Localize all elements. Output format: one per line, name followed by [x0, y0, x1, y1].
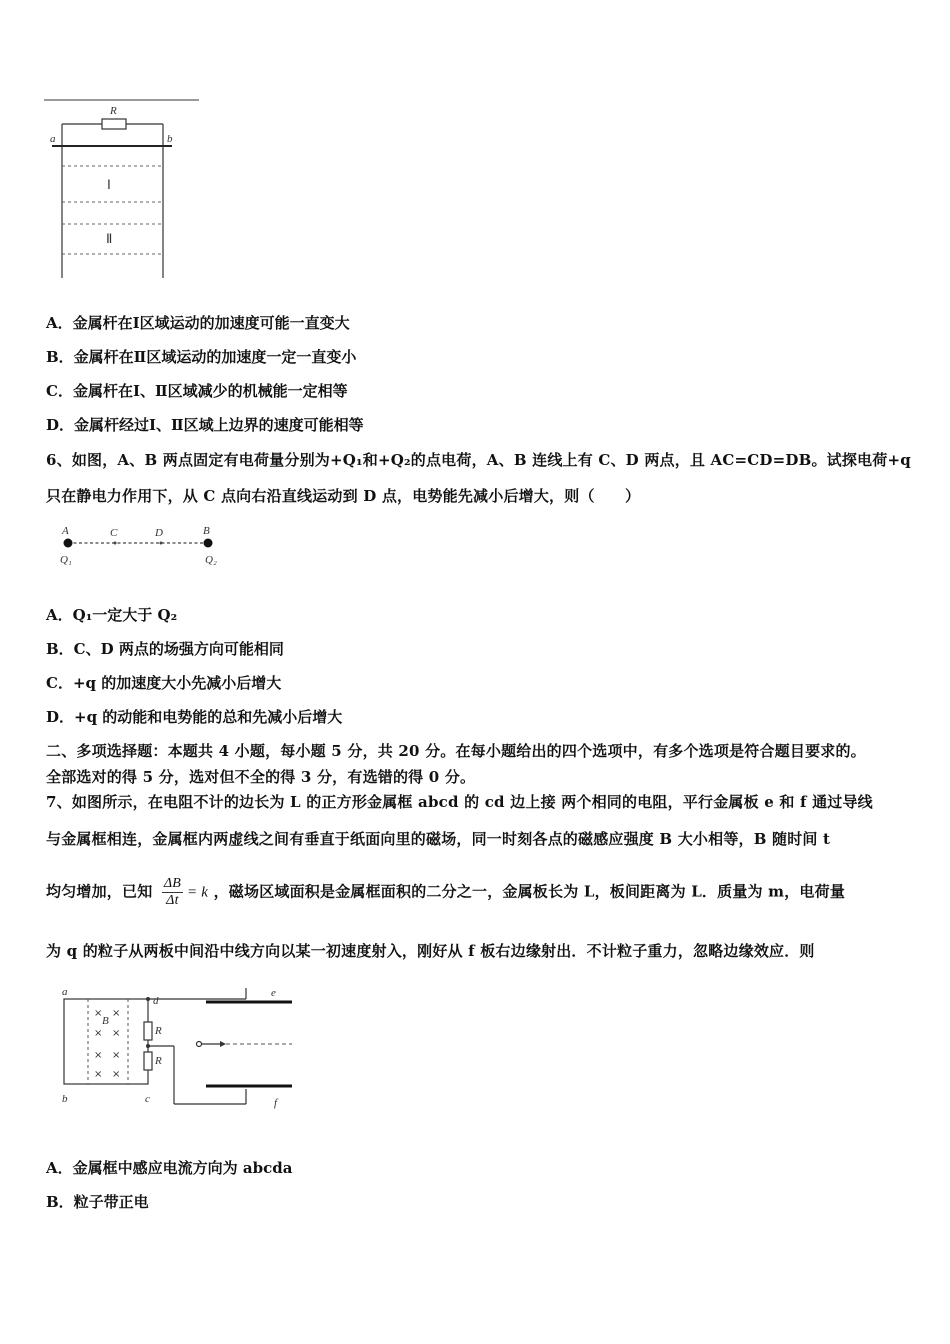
label-Q2: Q₂ — [205, 554, 217, 566]
svg-text:×: × — [112, 1028, 121, 1039]
plate-label-f: f — [274, 1097, 278, 1109]
label-B: B — [203, 525, 210, 537]
svg-text:×: × — [94, 1069, 103, 1080]
particle — [197, 1042, 202, 1047]
q5-option-d: D．金属杆经过Ⅰ、Ⅱ区域上边界的速度可能相等 — [46, 416, 364, 434]
svg-text:×: × — [112, 1050, 121, 1061]
label-A: A — [62, 525, 69, 537]
resistor-upper — [144, 1022, 152, 1040]
svg-text:×: × — [94, 1008, 103, 1019]
point-D — [160, 542, 163, 545]
frame-label-b: b — [62, 1093, 68, 1105]
bar-right-label: b — [167, 133, 173, 145]
q7-option-a: A．金属框中感应电流方向为 abcda — [46, 1159, 293, 1177]
fraction-dB-dt — [162, 876, 183, 909]
q6-option-d: D．+q 的动能和电势能的总和先减小后增大 — [46, 708, 343, 726]
fraction-equals-k: = k — [187, 884, 209, 901]
svg-text:×: × — [112, 1008, 121, 1019]
label-Q1: Q₁ — [60, 554, 72, 566]
frame-label-c: c — [145, 1093, 150, 1105]
q6-option-a: A．Q₁一定大于 Q₂ — [46, 606, 178, 624]
resistor-symbol — [102, 119, 126, 129]
figure-rails-regions — [44, 94, 214, 286]
q7-stem-line1: 7、如图所示，在电阻不计的边长为 L 的正方形金属框 abcd 的 cd 边上接 两个相同的电阻，平行金属板 e 和 f 通过导线 — [46, 793, 873, 811]
frame-label-d: d — [153, 995, 159, 1007]
svg-text:×: × — [94, 1028, 103, 1039]
charge-q2 — [204, 539, 213, 548]
q7-stem-line4: 为 q 的粒子从两板中间沿中线方向以某一初速度射入，刚好从 f 板右边缘射出．不计粒子重力，忽略边缘效应．则 — [46, 942, 815, 960]
metal-frame — [64, 999, 148, 1084]
q7-stem-line3 — [46, 876, 845, 909]
resistor-lower — [144, 1052, 152, 1070]
fraction-denominator: Δt — [166, 893, 179, 908]
fraction-numerator: ΔB — [163, 876, 182, 891]
q5-option-b: B．金属杆在Ⅱ区域运动的加速度一定一直变小 — [46, 348, 357, 366]
q7-stem-line2: 与金属框相连，金属框内两虚线之间有垂直于纸面向里的磁场，同一时刻各点的磁感应强度 B 大小相等，B 随时间 t — [46, 830, 831, 848]
q6-stem-line2: 只在静电力作用下，从 C 点向右沿直线运动到 D 点，电势能先减小后增大，则（ ） — [46, 487, 641, 505]
q5-option-c: C．金属杆在Ⅰ、Ⅱ区域减少的机械能一定相等 — [46, 382, 348, 400]
q6-option-c: C．+q 的加速度大小先减小后增大 — [46, 674, 282, 692]
charge-q1 — [64, 539, 73, 548]
region-1-label: Ⅰ — [107, 177, 111, 192]
point-C — [114, 542, 117, 545]
section2-line1: 二、多项选择题：本题共 4 小题，每小题 5 分，共 20 分。在每小题给出的四个选项中，有多个选项是符合题目要求的。 — [46, 742, 866, 760]
svg-text:×: × — [112, 1069, 121, 1080]
q5-option-a: A．金属杆在Ⅰ区域运动的加速度可能一直变大 — [46, 314, 350, 332]
figure-point-charges — [50, 520, 240, 572]
frame-label-a: a — [62, 986, 68, 998]
section2-line2: 全部选对的得 5 分，选对但不全的得 3 分，有选错的得 0 分。 — [46, 768, 476, 786]
resistor-label-lower: R — [155, 1055, 162, 1067]
svg-text:×: × — [94, 1050, 103, 1061]
plate-label-e: e — [271, 987, 276, 999]
q6-stem-line1: 6、如图，A、B 两点固定有电荷量分别为+Q₁和+Q₂的点电荷，A、B 连线上有 C、D 两点，且 AC=CD=DB。试探电荷+q — [46, 451, 911, 469]
q7-line3-pre: 均匀增加，已知 — [46, 882, 153, 901]
field-label-B: B — [102, 1015, 109, 1027]
figure-frame-plates — [56, 984, 306, 1114]
label-D: D — [155, 527, 163, 539]
q6-option-b: B．C、D 两点的场强方向可能相同 — [46, 640, 284, 658]
q7-line3-post: ，磁场区域面积是金属框面积的二分之一，金属板长为 L，板间距离为 L．质量为 m，电荷量 — [213, 882, 846, 901]
velocity-arrow-icon — [220, 1041, 226, 1047]
q7-option-b: B．粒子带正电 — [46, 1193, 149, 1211]
bar-left-label: a — [50, 133, 56, 145]
resistor-label-upper: R — [155, 1025, 162, 1037]
label-C: C — [110, 527, 118, 539]
region-2-label: Ⅱ — [106, 231, 113, 246]
resistor-label: R — [110, 105, 117, 117]
